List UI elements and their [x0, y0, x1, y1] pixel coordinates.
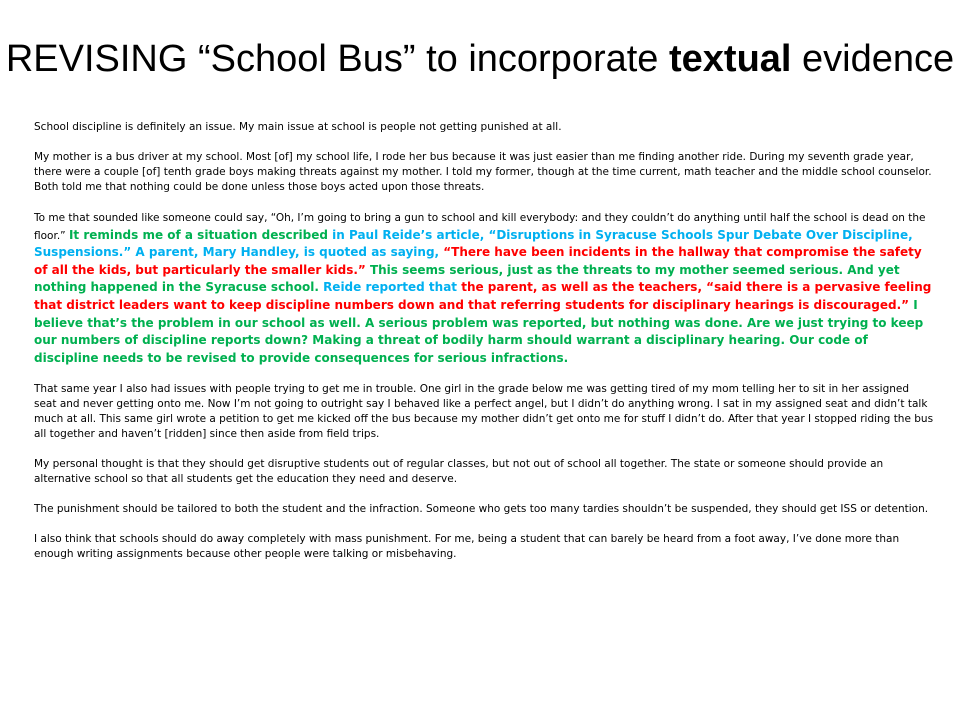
paragraph-7: I also think that schools should do away completely with mass punishment. For me, being a student that can barely be heard from a foot away, I’ve done more than enough writing assignments because other people were talking or misbehaving.: [34, 533, 900, 561]
p3-original-text: To me that sounded like someone could say, “Oh, I’m going to bring a gun to school and kill everybody: and they couldn’t do anything until half the school is dead on the floor.”: [34, 212, 926, 242]
paragraph-4: That same year I also had issues with people trying to get me in trouble. One girl in the grade below me was getting tired of my mom telling her to sit in her assigned seat and never getting onto me. Now I’m not going to outright say I behaved like a perfect angel, but I didn’t do anything wrong. I sat in my assigned seat and didn’t talk much at all. This same girl wrote a petition to get me kicked off the bus because my mother didn’t get onto me for stuff I didn’t do. After that year I stopped riding the bus all together and haven’t [ridden] since then aside from field trips.: [34, 383, 934, 441]
p3-commentary-1: It reminds me of a situation described: [68, 227, 333, 242]
p3-quote-1: “There have been incidents in the hallway that compromise the safety of all the kids, but particularly the smaller kids.”: [34, 245, 922, 277]
paragraph-3-revised: [34, 210, 934, 367]
p3-citation-1: in Paul Reide’s article, “Disruptions in Syracuse Schools Spur Debate Over Discipline, Suspensions.” A parent, Mary Handley, is quoted as saying,: [34, 227, 913, 260]
paragraph-1: School discipline is definitely an issue. My main issue at school is people not getting punished at all.: [34, 121, 562, 133]
paragraph-5: My personal thought is that they should get disruptive students out of regular classes, but not out of school all together. The state or someone should provide an alternative school so that all students get the education they need and deserve.: [34, 458, 884, 486]
essay-body: [34, 120, 934, 577]
p3-quote-2: the parent, as well as the teachers, “said there is a pervasive feeling that district leaders want to keep discipline numbers down and that referring students for disciplinary hearings is discouraged.”: [34, 280, 932, 312]
paragraph-6: The punishment should be tailored to both the student and the infraction. Someone who gets too many tardies shouldn’t be suspended, they should get ISS or detention.: [34, 503, 929, 516]
title-suffix: evidence: [791, 38, 955, 80]
slide-title: [0, 36, 960, 82]
p3-citation-2: Reide reported that: [323, 280, 462, 295]
p3-commentary-2: This seems serious, just as the threats to my mother seemed serious. And yet nothing happened in the Syracuse school.: [34, 262, 900, 295]
title-bold-word: textual: [669, 38, 792, 80]
title-prefix: REVISING “School Bus” to incorporate: [5, 38, 669, 80]
p3-commentary-3: I believe that’s the problem in our school as well. A serious problem was reported, but nothing was done. Are we just trying to keep our numbers of discipline reports down? Making a threat of bodily harm should warrant a disciplinary hearing. Our code of discipline needs to be revised to provide consequences for serious infractions.: [34, 297, 924, 365]
paragraph-2: My mother is a bus driver at my school. Most [of] my school life, I rode her bus because it was just easier than me finding another ride. During my seventh grade year, there were a couple [of] tenth grade boys making threats against my mother. I told my former, though at the time current, math teacher and the middle school counselor. Both told me that nothing could be done unless those boys acted upon those threats.: [34, 151, 932, 193]
